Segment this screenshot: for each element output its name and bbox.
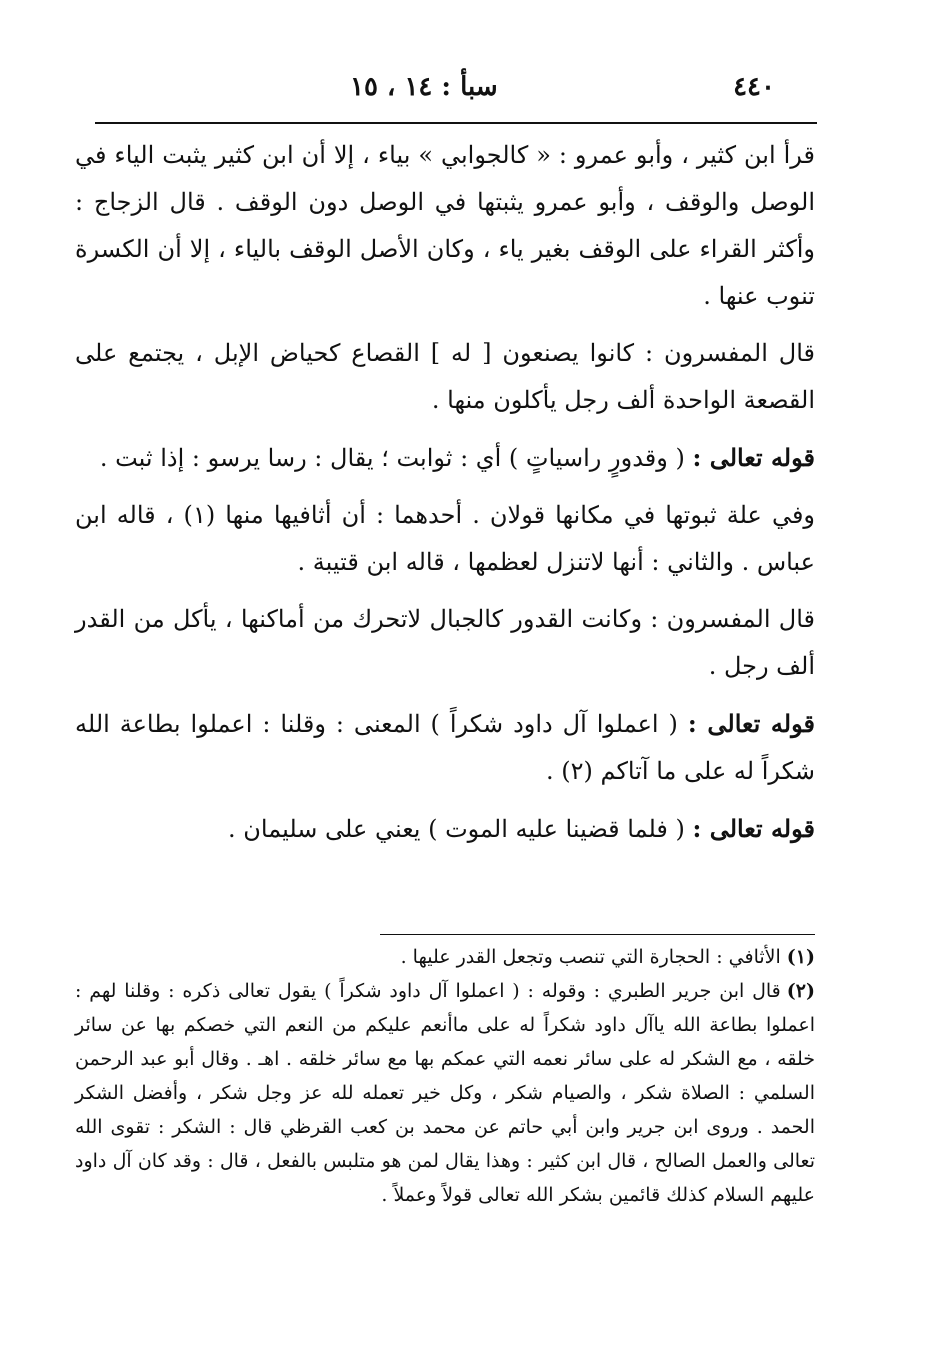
verse-lead: قوله تعالى :	[692, 814, 815, 843]
page-number: ٤٤٠	[733, 72, 775, 102]
footnote-number: (٢)	[786, 980, 815, 1002]
footnote-rule	[380, 934, 815, 935]
verse-lead: قوله تعالى :	[692, 443, 815, 472]
header-rule	[95, 122, 817, 124]
main-text	[75, 132, 815, 853]
verse-lead: قوله تعالى :	[687, 709, 815, 738]
paragraph-text: ( اعملوا آل داود شكراً ) المعنى : وقلنا : اعملوا بطاعة الله شكراً له على ما آتاكم (٢) .	[75, 710, 815, 785]
footnote-number: (١)	[786, 946, 815, 968]
footnote-text: الأثافي : الحجارة التي تنصب وتجعل القدر عليها .	[400, 946, 781, 968]
paragraph	[75, 434, 815, 482]
footnote-text: قال ابن جرير الطبري : وقوله : ( اعملوا آل داود شكراً ) يقول تعالى ذكره : وقلنا لهم : اعملوا بطاعة الله ياآل داود شكراً له على ماأنعم عليكم من النعم التي خصكم بها عن سائر خلقه ، مع الشكر له على سائر نعمه التي عمكم بها مع سائر خلقه . اهـ . وقال أبو عبد الرحمن السلمي : الصلاة شكر ، والصيام شكر ، وكل خير تعمله لله عز وجل شكر ، وأفضل الشكر الحمد . وروى ابن جرير وابن أبي حاتم عن محمد بن كعب القرظي قال : الشكر : تقوى الله تعالى والعمل الصالح ، قال ابن كثير : وهذا يقال لمن هو متلبس بالفعل ، قال : وقد كان آل داود عليهم السلام كذلك قائمين بشكر الله تعالى قولاً وعملاً .	[75, 980, 815, 1206]
paragraph	[75, 805, 815, 853]
footnotes	[75, 940, 815, 1212]
footnote	[75, 974, 815, 1212]
footnote	[75, 940, 815, 974]
paragraph-text: قرأ ابن كثير ، وأبو عمرو : « كالجوابي » بياء ، إلا أن ابن كثير يثبت الياء في الوصل والوقف ، وأبو عمرو يثبتها في الوصل دون الوقف . قال الزجاج : وأكثر القراء على الوقف بغير ياء ، وكان الأصل الوقف بالياء ، إلا أن الكسرة تنوب عنها .	[75, 141, 815, 310]
paragraph-text: ( وقدورٍ راسياتٍ ) أي : ثوابت ؛ يقال : رسا يرسو : إذا ثبت .	[99, 444, 693, 472]
paragraph	[75, 330, 815, 424]
paragraph	[75, 596, 815, 690]
paragraph-text: قال المفسرون : وكانت القدور كالجبال لاتحرك من أماكنها ، يأكل من القدر ألف رجل .	[75, 605, 815, 680]
paragraph	[75, 132, 815, 320]
paragraph-text: قال المفسرون : كانوا يصنعون [ له ] القصاع كحياض الإبل ، يجتمع على القصعة الواحدة ألف رجل يأكلون منها .	[75, 339, 815, 414]
page-header	[95, 72, 815, 112]
paragraph-text: ( فلما قضينا عليه الموت ) يعني على سليمان .	[228, 815, 693, 843]
running-title: سبأ : ١٤ ، ١٥	[350, 72, 498, 102]
paragraph	[75, 492, 815, 586]
paragraph	[75, 700, 815, 795]
paragraph-text: وفي علة ثبوتها في مكانها قولان . أحدهما : أن أثافيها منها (١) ، قاله ابن عباس . والثاني : أنها لاتنزل لعظمها ، قاله ابن قتيبة .	[75, 501, 816, 576]
